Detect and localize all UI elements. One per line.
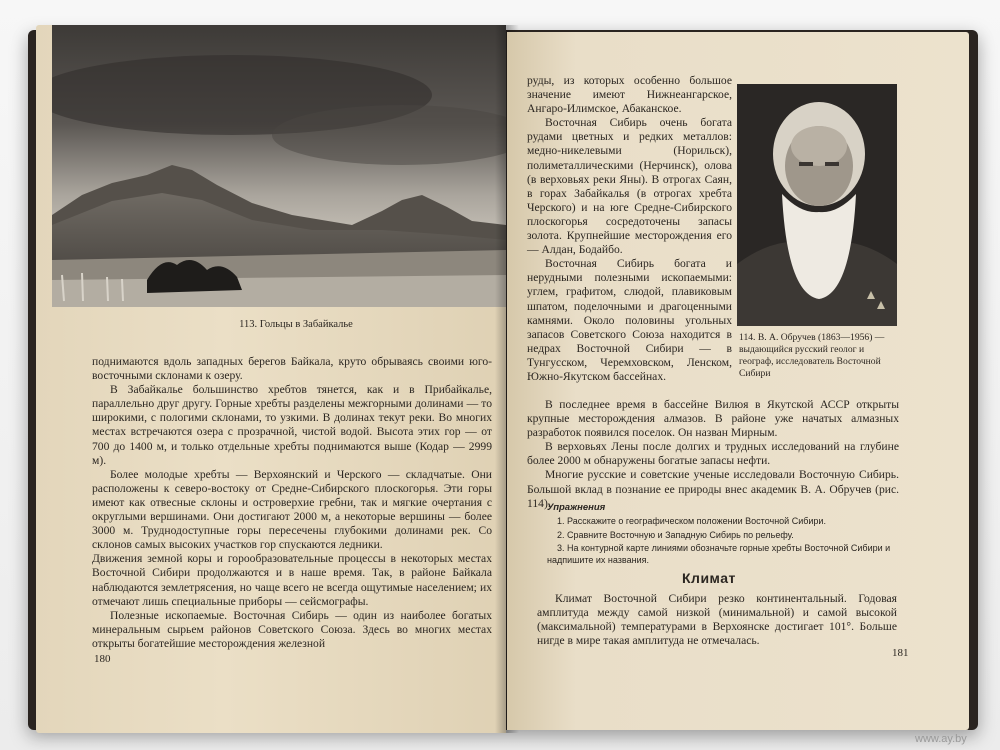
paragraph: руды, из которых особенно большое значение имеют Нижнеангарское, Ангаро-Илимское, Абаканское. xyxy=(527,74,732,116)
mountain-photo xyxy=(52,25,506,307)
figure-caption-114: 114. В. А. Обручев (1863—1956) — выдающийся русский геолог и географ, исследователь Восточной Сибири xyxy=(739,332,885,379)
paragraph: Многие русские и советские ученые исследовали Восточную Сибирь. Большой вклад в познание ее природы внес академик В. А. Обручев (рис. 114). xyxy=(527,468,899,510)
paragraph: Движения земной коры и горообразовательные процессы в некоторых местах Восточной Сибири продолжаются и в наше время. Так, в районе Байкала наблюдаются землетрясения, но чаще всего не всегда ощутимые населением; их отмечают лишь специальные приборы — сейсмографы. xyxy=(92,552,492,608)
exercises-title: Упражнения xyxy=(547,502,606,513)
figure-caption-113: 113. Гольцы в Забайкалье xyxy=(239,319,353,330)
right-page xyxy=(507,32,969,730)
watermark: www.ay.by xyxy=(915,733,967,745)
paragraph: В последнее время в бассейне Вилюя в Якутской АССР открыты крупные месторождения алмазов. В районе уже начатых алмазных разработок появился поселок. Он назван Мирным. xyxy=(527,398,899,440)
paragraph: Восточная Сибирь очень богата рудами цветных и редких металлов: медно-никелевыми (Норильск), полиметаллическими (Нерчинск), олова (в верховьях реки Яны). В отрогах Саян, в горах Забайкалья (в отрогах хребта Черского) и на юге Средне-Сибирского плоскогорья сосредоточены запасы золота. Крупнейшие месторождения его — Алдан, Бодайбо. xyxy=(527,116,732,257)
paragraph: В верховьях Лены после долгих и трудных исследований на глубине более 2000 м обнаружены богатые запасы нефти. xyxy=(527,440,899,468)
left-page-text xyxy=(92,355,492,651)
paragraph: Более молодые хребты — Верхоянский и Черского — складчатые. Они расположены к северо-востоку от Средне-Сибирского плоскогорья. Эти горы имеют как отвесные склоны и островерхие гребни, так и мягкие очертания с округлыми вершинами. Они достигают 2000 м, а некоторые вершины — более 3000 м. Труднодоступные горы пересечены глубокими долинами рек. Со склонов самых высоких участков гор спускаются ледники. xyxy=(92,467,492,552)
left-page xyxy=(36,25,506,733)
paragraph: Климат Восточной Сибири резко континентальный. Годовая амплитуда между самой низкой (минимальной) и самой высокой (максимальной) температурами в Верхоянске достигает 101°. Больше нигде в мире такая амплитуда не отмечалась. xyxy=(537,592,897,648)
exercise-item: 1. Расскажите о географическом положении Восточной Сибири. xyxy=(557,516,826,526)
right-full-text xyxy=(527,398,899,511)
exercise-item: 2. Сравните Восточную и Западную Сибирь по рельефу. xyxy=(557,529,794,540)
paragraph: Восточная Сибирь богата и нерудными полезными ископаемыми: углем, графитом, слюдой, плавиковым шпатом, поделочными и драгоценными камнями. Около половины угольных запасов Советского Союза находится в недрах Восточной Сибири — в Тунгусском, Черемховском, Ленском, Южно-Якутском бассейнах. xyxy=(527,257,732,383)
exercises-list xyxy=(547,516,897,568)
page-number-left: 180 xyxy=(94,653,111,665)
exercise-item: 3. На контурной карте линиями обозначьте горные хребты Восточной Сибири и надпишите их названия. xyxy=(547,543,891,565)
paragraph: Полезные ископаемые. Восточная Сибирь — один из наиболее богатых минеральным сырьем районов Советского Союза. Здесь во многих местах открыты богатейшие месторождения железной xyxy=(92,608,492,650)
portrait-photo xyxy=(737,84,897,326)
paragraph: В Забайкалье большинство хребтов тянется, как и в Прибайкалье, параллельно друг другу. Горные хребты разделены межгорными долинами — то широкими, с пологими склонами, то узкими. В долинах текут реки. Во многих местах встречаются озера с прозрачной, чистой водой. Высота этих гор — от 700 до 1400 м, и только отдельные хребты поднимаются выше (Кодар — 2999 м). xyxy=(92,383,492,467)
section-heading-climate: Климат xyxy=(682,570,736,586)
paragraph: поднимаются вдоль западных берегов Байкала, круто обрываясь своими юго-восточными склонами к озеру. xyxy=(92,355,492,383)
page-number-right: 181 xyxy=(892,647,909,659)
right-column-text xyxy=(527,74,732,384)
climate-text xyxy=(537,592,897,648)
